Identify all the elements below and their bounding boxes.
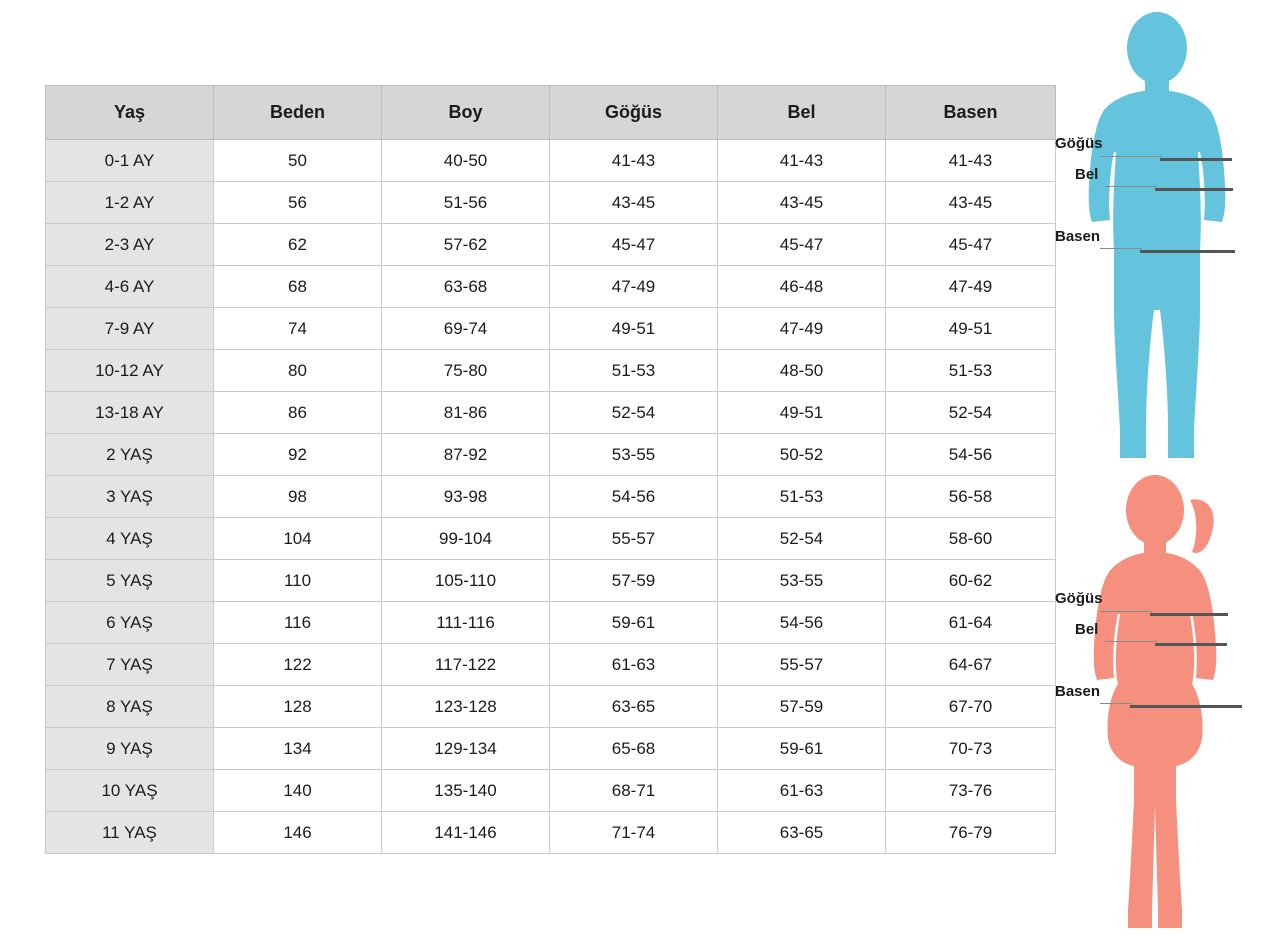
male-waist-measure-line [1155,188,1233,191]
cell-age: 13-18 AY [46,392,214,434]
cell-beden: 62 [214,224,382,266]
cell-beden: 110 [214,560,382,602]
cell-beden: 104 [214,518,382,560]
cell-basen: 47-49 [886,266,1056,308]
cell-bel: 55-57 [718,644,886,686]
cell-gogus: 47-49 [550,266,718,308]
table-row [46,770,1056,812]
cell-age: 3 YAŞ [46,476,214,518]
cell-boy: 129-134 [382,728,550,770]
cell-age: 4-6 AY [46,266,214,308]
cell-gogus: 63-65 [550,686,718,728]
cell-age: 4 YAŞ [46,518,214,560]
cell-gogus: 51-53 [550,350,718,392]
cell-boy: 40-50 [382,140,550,182]
cell-gogus: 59-61 [550,602,718,644]
cell-beden: 122 [214,644,382,686]
male-hip-leader-line [1100,248,1142,249]
cell-gogus: 61-63 [550,644,718,686]
cell-bel: 41-43 [718,140,886,182]
column-header-bel: Bel [718,86,886,140]
cell-gogus: 68-71 [550,770,718,812]
cell-gogus: 71-74 [550,812,718,854]
cell-boy: 75-80 [382,350,550,392]
column-header-age: Yaş [46,86,214,140]
cell-basen: 61-64 [886,602,1056,644]
cell-basen: 70-73 [886,728,1056,770]
cell-basen: 54-56 [886,434,1056,476]
table-row [46,392,1056,434]
cell-bel: 45-47 [718,224,886,266]
cell-boy: 141-146 [382,812,550,854]
cell-boy: 57-62 [382,224,550,266]
table-row [46,308,1056,350]
cell-beden: 92 [214,434,382,476]
table-row [46,518,1056,560]
female-chest-label: Göğüs [1055,590,1103,607]
cell-age: 8 YAŞ [46,686,214,728]
male-waist-leader-line [1105,186,1157,187]
cell-beden: 98 [214,476,382,518]
table-row [46,476,1056,518]
cell-boy: 105-110 [382,560,550,602]
column-header-boy: Boy [382,86,550,140]
cell-boy: 99-104 [382,518,550,560]
female-hip-leader-line [1100,703,1132,704]
male-waist-label: Bel [1075,166,1099,183]
cell-bel: 54-56 [718,602,886,644]
cell-age: 2 YAŞ [46,434,214,476]
table-row [46,812,1056,854]
cell-basen: 60-62 [886,560,1056,602]
cell-bel: 53-55 [718,560,886,602]
table-row [46,182,1056,224]
table-row [46,728,1056,770]
cell-gogus: 52-54 [550,392,718,434]
column-header-basen: Basen [886,86,1056,140]
cell-bel: 59-61 [718,728,886,770]
cell-gogus: 41-43 [550,140,718,182]
female-hip-label: Basen [1055,683,1101,700]
cell-basen: 52-54 [886,392,1056,434]
cell-bel: 46-48 [718,266,886,308]
cell-gogus: 55-57 [550,518,718,560]
cell-age: 10 YAŞ [46,770,214,812]
column-header-beden: Beden [214,86,382,140]
cell-age: 7-9 AY [46,308,214,350]
cell-bel: 61-63 [718,770,886,812]
cell-age: 5 YAŞ [46,560,214,602]
table-row [46,644,1056,686]
cell-beden: 50 [214,140,382,182]
cell-boy: 111-116 [382,602,550,644]
female-hip-measure-line [1130,705,1242,708]
size-table-container [45,85,1055,854]
male-chest-leader-line [1100,156,1162,157]
cell-age: 11 YAŞ [46,812,214,854]
size-table [45,85,1056,854]
cell-boy: 135-140 [382,770,550,812]
cell-bel: 57-59 [718,686,886,728]
cell-gogus: 43-45 [550,182,718,224]
cell-boy: 87-92 [382,434,550,476]
table-row [46,434,1056,476]
cell-boy: 93-98 [382,476,550,518]
cell-gogus: 57-59 [550,560,718,602]
cell-beden: 56 [214,182,382,224]
female-chest-measure-line [1150,613,1228,616]
cell-basen: 49-51 [886,308,1056,350]
table-row [46,224,1056,266]
cell-basen: 76-79 [886,812,1056,854]
cell-beden: 146 [214,812,382,854]
cell-basen: 43-45 [886,182,1056,224]
table-row [46,686,1056,728]
table-row [46,350,1056,392]
cell-beden: 74 [214,308,382,350]
cell-basen: 45-47 [886,224,1056,266]
cell-boy: 117-122 [382,644,550,686]
cell-basen: 41-43 [886,140,1056,182]
cell-bel: 63-65 [718,812,886,854]
cell-beden: 80 [214,350,382,392]
cell-basen: 73-76 [886,770,1056,812]
table-row [46,560,1056,602]
cell-gogus: 45-47 [550,224,718,266]
female-waist-label: Bel [1075,621,1099,638]
cell-bel: 47-49 [718,308,886,350]
cell-basen: 64-67 [886,644,1056,686]
cell-age: 1-2 AY [46,182,214,224]
table-row [46,602,1056,644]
male-chest-label: Göğüs [1055,135,1103,152]
cell-beden: 134 [214,728,382,770]
cell-beden: 86 [214,392,382,434]
cell-boy: 123-128 [382,686,550,728]
cell-gogus: 49-51 [550,308,718,350]
cell-boy: 69-74 [382,308,550,350]
male-hip-label: Basen [1055,228,1101,245]
cell-bel: 48-50 [718,350,886,392]
cell-age: 2-3 AY [46,224,214,266]
cell-gogus: 54-56 [550,476,718,518]
cell-boy: 51-56 [382,182,550,224]
cell-bel: 43-45 [718,182,886,224]
cell-beden: 116 [214,602,382,644]
female-chest-leader-line [1100,611,1152,612]
cell-basen: 56-58 [886,476,1056,518]
table-row [46,266,1056,308]
female-waist-measure-line [1155,643,1227,646]
cell-age: 9 YAŞ [46,728,214,770]
cell-basen: 67-70 [886,686,1056,728]
male-hip-measure-line [1140,250,1235,253]
column-header-gogus: Göğüs [550,86,718,140]
cell-age: 0-1 AY [46,140,214,182]
cell-beden: 68 [214,266,382,308]
table-row [46,140,1056,182]
cell-age: 10-12 AY [46,350,214,392]
cell-age: 7 YAŞ [46,644,214,686]
cell-boy: 81-86 [382,392,550,434]
cell-boy: 63-68 [382,266,550,308]
male-chest-measure-line [1160,158,1232,161]
cell-bel: 49-51 [718,392,886,434]
cell-bel: 50-52 [718,434,886,476]
cell-beden: 140 [214,770,382,812]
table-header-row [46,86,1056,140]
cell-gogus: 53-55 [550,434,718,476]
cell-bel: 51-53 [718,476,886,518]
cell-basen: 51-53 [886,350,1056,392]
cell-beden: 128 [214,686,382,728]
cell-age: 6 YAŞ [46,602,214,644]
cell-gogus: 65-68 [550,728,718,770]
cell-basen: 58-60 [886,518,1056,560]
female-waist-leader-line [1105,641,1157,642]
cell-bel: 52-54 [718,518,886,560]
